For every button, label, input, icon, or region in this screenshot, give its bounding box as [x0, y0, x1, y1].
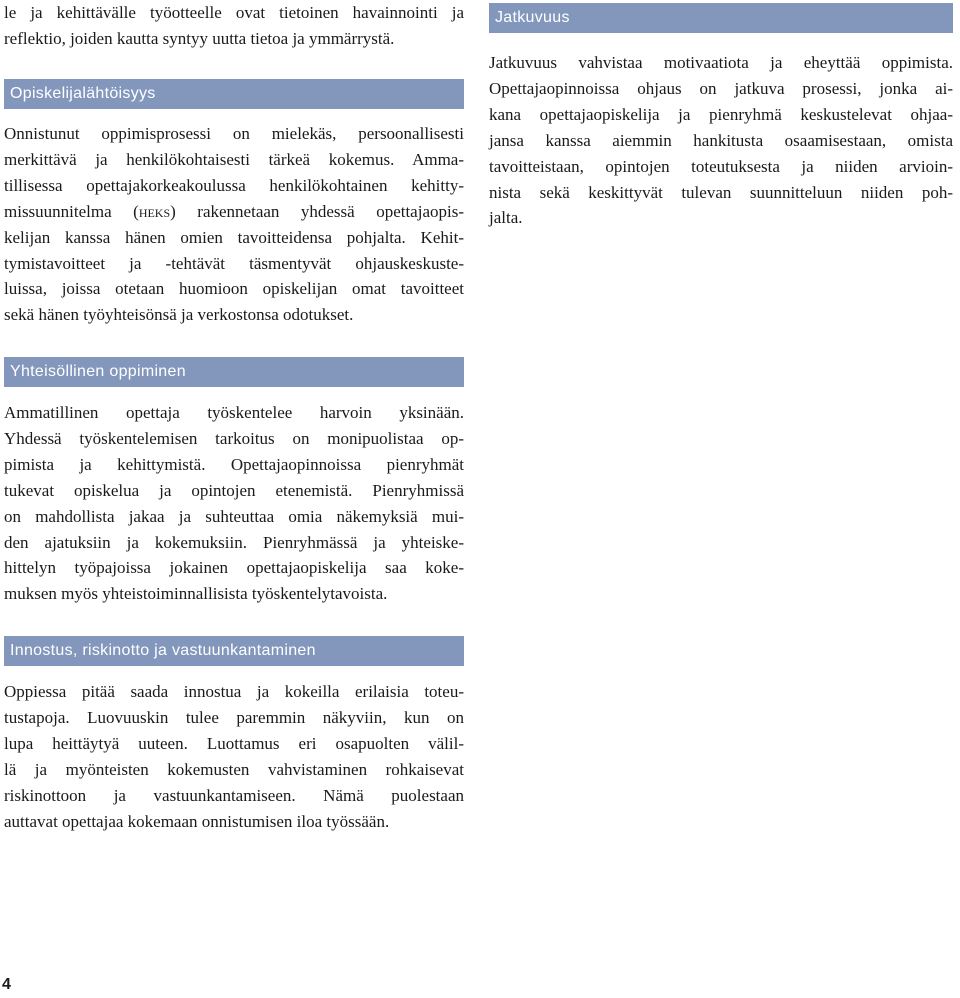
text-line: luissa, joissa otetaan huomioon opiskelijan omat tavoitteet	[4, 279, 464, 299]
text-line: tymistavoitteet ja -tehtävät täsmentyvät ohjauskeskuste-	[4, 253, 464, 273]
text-line: kelijan kanssa hänen omien tavoitteidensa pohjalta. Kehit-	[4, 227, 464, 247]
paragraph-yhteisollinen-oppiminen	[4, 400, 464, 607]
section-heading-innostus: Innostus, riskinotto ja vastuunkantaminen	[4, 636, 464, 666]
paragraph-jatkuvuus	[489, 50, 953, 231]
paragraph-opiskelijalahtoisyys	[4, 121, 464, 328]
text-line: auttavat opettajaa kokemaan onnistumisen iloa työssään.	[4, 811, 390, 831]
text-line: jalta.	[489, 208, 523, 228]
text-line: on mahdollista jakaa ja suhteuttaa omia näkemyksiä mui-	[4, 506, 464, 526]
text-line: muksen myös yhteistoiminnallisista työskentelytavoista.	[4, 584, 388, 604]
text-line: lupa heittäytyä uuteen. Luottamus eri osapuolten välil-	[4, 733, 464, 753]
text-line: merkittävä ja henkilökohtaisesti tärkeä kokemus. Amma-	[4, 149, 464, 169]
text-line	[4, 199, 464, 225]
text-line: lä ja myönteisten kokemusten vahvistaminen rohkaisevat	[4, 759, 464, 779]
text-line: Yhdessä työskentelemisen tarkoitus on monipuolistaa op-	[4, 428, 464, 448]
text-line: sekä hänen työyhteisönsä ja verkostonsa odotukset.	[4, 305, 354, 325]
text-line: Oppiessa pitää saada innostua ja kokeilla erilaisia toteu-	[4, 682, 464, 701]
text-line: reflektio, joiden kautta syntyy uutta tietoa ja ymmärrystä.	[4, 28, 395, 48]
intro-paragraph	[4, 0, 464, 52]
text-line: le ja kehittävälle työotteelle ovat tietoinen havainnointi ja	[4, 3, 464, 22]
text-line: kana opettajaopiskelija ja pienryhmä keskustelevat ohjaa-	[489, 104, 953, 124]
text-fragment: missuunnitelma (	[4, 201, 139, 221]
text-line: pimista ja kehittymistä. Opettajaopinnoissa pienryhmät	[4, 454, 464, 474]
text-line: riskinottoon ja vastuunkantamiseen. Nämä puolestaan	[4, 785, 464, 805]
text-line: jansa kanssa aiemmin hankitusta osaamisestaan, omista	[489, 130, 953, 150]
text-line: tillisessa opettajakorkeakoulussa henkilökohtainen kehitty-	[4, 175, 464, 195]
text-line: tukevat opiskelua ja opintojen etenemistä. Pienryhmissä	[4, 480, 464, 500]
text-fragment: ) rakennetaan yhdessä opettajaopis-	[170, 201, 464, 221]
text-line: Ammatillinen opettaja työskentelee harvoin yksinään.	[4, 403, 464, 422]
text-line: Onnistunut oppimisprosessi on mielekäs, persoonallisesti	[4, 124, 464, 143]
section-heading-yhteisollinen-oppiminen: Yhteisöllinen oppiminen	[4, 357, 464, 387]
text-line: nista sekä keskittyvät tulevan suunnitteluun niiden poh-	[489, 182, 953, 202]
text-line: Opettajaopinnoissa ohjaus on jatkuva prosessi, jonka ai-	[489, 78, 953, 98]
text-line: Jatkuvuus vahvistaa motivaatiota ja eheyttää oppimista.	[489, 53, 953, 72]
text-line: tavoitteistaan, opintojen toteutuksesta ja niiden arvioin-	[489, 156, 953, 176]
paragraph-innostus	[4, 679, 464, 834]
section-heading-jatkuvuus: Jatkuvuus	[489, 3, 953, 33]
page-number: 4	[2, 976, 11, 993]
section-heading-opiskelijalahtoisyys: Opiskelijalähtöisyys	[4, 79, 464, 109]
text-line: hittelyn työpajoissa jokainen opettajaopiskelija saa koke-	[4, 558, 464, 578]
heks-abbreviation: heks	[138, 201, 171, 221]
text-line: tustapoja. Luovuuskin tulee paremmin näkyviin, kun on	[4, 707, 464, 727]
text-line: den ajatuksiin ja kokemuksiin. Pienryhmässä ja yhteiske-	[4, 532, 464, 552]
